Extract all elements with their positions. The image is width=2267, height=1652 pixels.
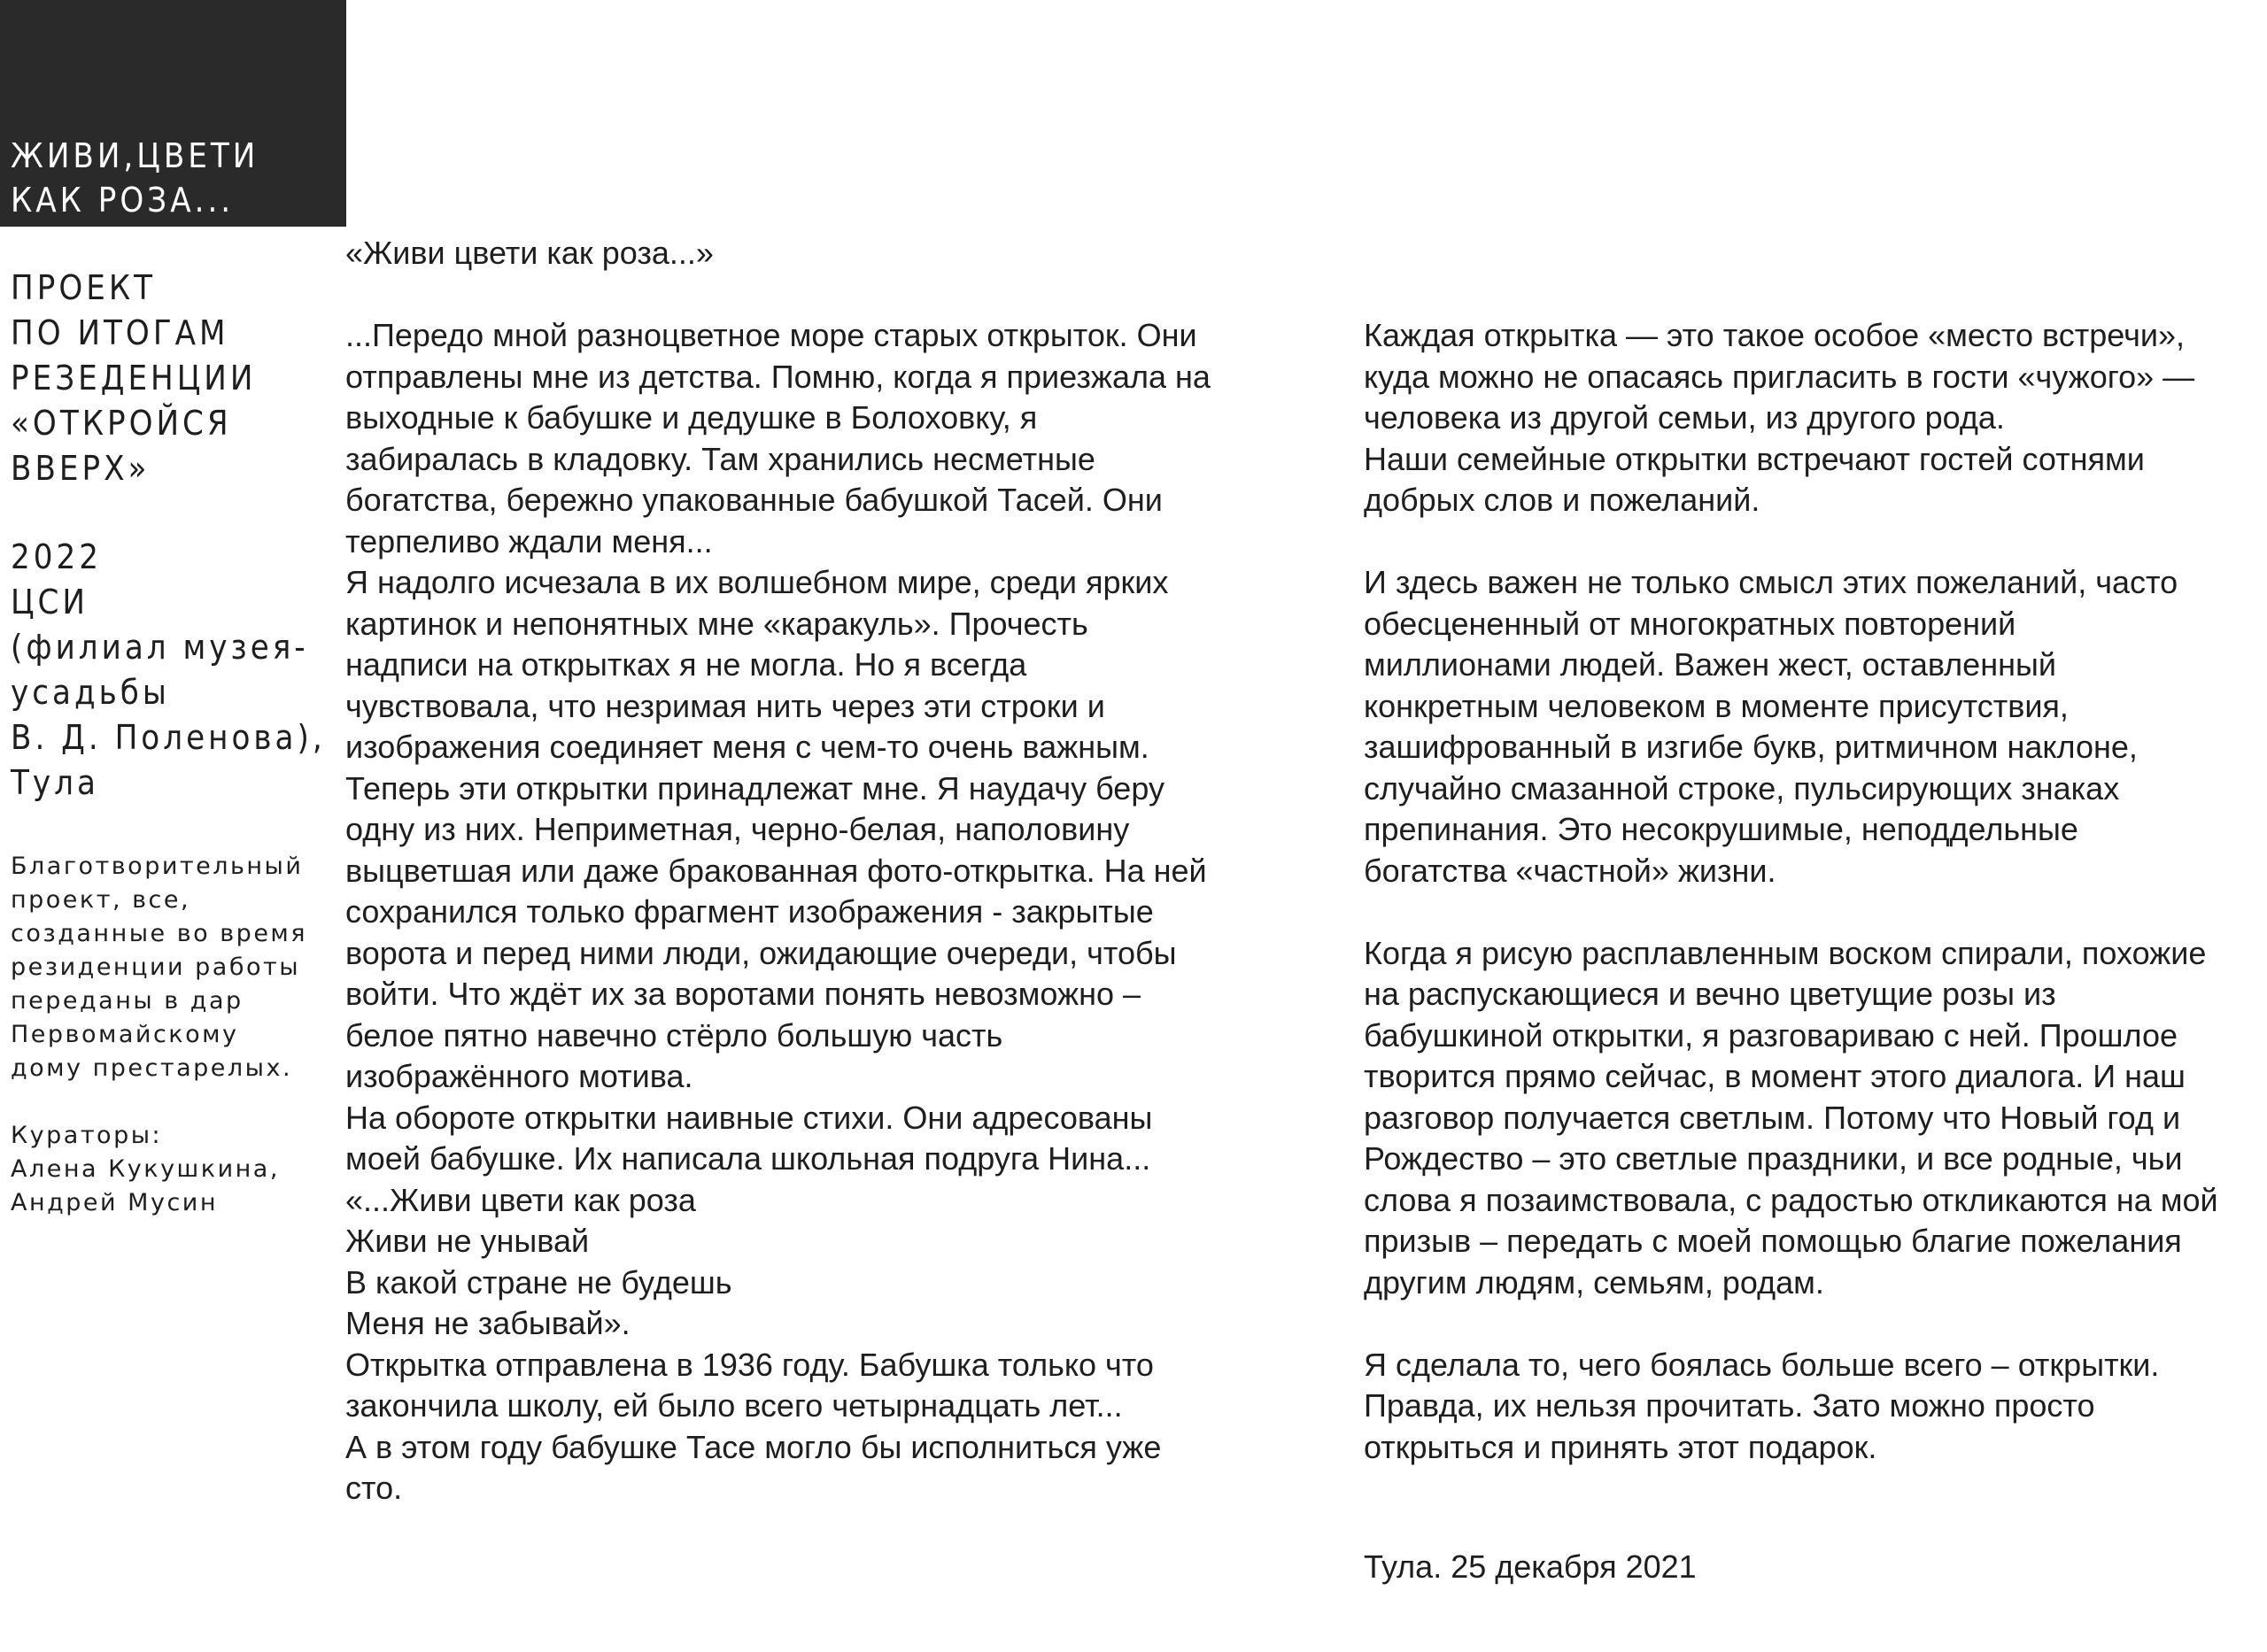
text-line: Рождество – это светлые праздники, и все родные, чьи [1364, 1140, 2183, 1177]
description-line: дому престарелых. [11, 1054, 293, 1082]
title-line: КАК РОЗА... [11, 181, 235, 220]
text-line: войти. Что ждёт их за воротами понять невозможно – [345, 976, 1141, 1012]
project-info-line: (филиал музея- [11, 628, 309, 667]
project-info-line: усадьбы [11, 673, 170, 712]
text-line: другим людям, семьям, родам. [1364, 1263, 1824, 1301]
text-line: призыв – передать с моей помощью благие пожелания [1364, 1223, 2182, 1259]
text-line: Я сделала то, чего боялась больше всего – открытки. [1364, 1346, 2160, 1383]
project-description [11, 850, 345, 1220]
place-date: Тула. 25 декабря 2021 [1364, 1548, 1697, 1585]
text-line: «Живи цвети как роза...» [345, 235, 714, 271]
description-line: Андрей Мусин [11, 1189, 218, 1216]
text-line: богатства «частной» жизни. [1364, 852, 1776, 889]
text-line: случайно смазанной строке, пульсирующих знаках [1364, 769, 2120, 807]
project-info [11, 266, 345, 806]
sidebar [11, 266, 345, 1220]
text-line: конкретным человеком в моменте присутствия, [1364, 687, 2069, 724]
text-line: куда можно не опасаясь пригласить в гости «чужого» — [1364, 358, 2195, 395]
text-line: закончила школу, ей было всего четырнадцать лет... [345, 1387, 1123, 1424]
project-info-line: РЕЗЕДЕНЦИИ [11, 359, 257, 398]
text-line: Я надолго исчезала в их волшебном мире, среди ярких [345, 564, 1169, 600]
text-line: На обороте открытки наивные стихи. Они адресованы [345, 1099, 1153, 1136]
text-line: Теперь эти открытки принадлежат мне. Я наудачу беру [345, 769, 1164, 807]
blank-line [11, 491, 345, 535]
text-line: И здесь важен не только смысл этих пожеланий, часто [1364, 564, 2178, 600]
description-line: Кураторы: [11, 1122, 163, 1149]
text-line: «...Живи цвети как роза [345, 1181, 696, 1218]
text-line: разговор получается светлым. Потому что Новый год и [1364, 1099, 2181, 1136]
text-line: Правда, их нельзя прочитать. Зато можно просто [1364, 1387, 2095, 1424]
essay-left-column [345, 233, 1346, 1509]
description-line: созданные во время [11, 920, 308, 947]
text-line: Открытка отправлена в 1936 году. Бабушка только что [345, 1346, 1154, 1383]
project-info-line: ЦСИ [11, 583, 89, 621]
text-line: препинания. Это несокрушимые, неподдельные [1364, 811, 2078, 847]
project-info-line: ВВЕРХ» [11, 449, 151, 488]
project-info-line: ПО ИТОГАМ [11, 313, 229, 352]
text-line: белое пятно навечно стёрло большую часть [345, 1016, 1003, 1054]
text-line: выходные к бабушке и дедушке в Болоховку, я [345, 399, 1038, 436]
blank-line [1364, 521, 2258, 563]
project-info-line: ПРОЕКТ [11, 268, 156, 307]
text-line: ...Передо мной разноцветное море старых открыток. Они [345, 317, 1197, 353]
text-line: творится прямо сейчас, в момент этого диалога. И наш [1364, 1058, 2186, 1094]
text-line: добрых слов и пожеланий. [1364, 482, 1760, 518]
blank-line [1364, 892, 2258, 933]
text-line: человека из другой семьи, из другого рода. [1364, 399, 2005, 436]
text-line: на распускающиеся и вечно цветущие розы из [1364, 976, 2056, 1012]
essay-right-column [1364, 315, 2258, 1468]
blank-line [11, 1085, 345, 1119]
text-line: слова я позаимствовала, с радостью откликаются на мой [1364, 1181, 2218, 1218]
project-info-line: «ОТКРОЙСЯ [11, 404, 232, 443]
text-line: сохранился только фрагмент изображения - закрытые [345, 893, 1154, 930]
text-line: А в этом году бабушке Тасе могло бы исполниться уже [345, 1428, 1162, 1465]
text-line: выцветшая или даже бракованная фото-открытка. На ней [345, 852, 1207, 889]
project-info-line: 2022 [11, 537, 102, 576]
text-line: Когда я рисую расплавленным воском спирали, похожие [1364, 934, 2207, 971]
text-line: богатства, бережно упакованные бабушкой Тасей. Они [345, 482, 1163, 518]
text-line: изображённого мотива. [345, 1058, 693, 1094]
text-line: Живи не унывай [345, 1223, 590, 1259]
text-line: открыться и принять этот подарок. [1364, 1428, 1877, 1465]
blank-line [345, 274, 1346, 316]
text-line: В какой стране не будешь [345, 1263, 732, 1301]
text-line: моей бабушке. Их написала школьная подруга Нина... [345, 1140, 1151, 1177]
text-line: отправлены мне из детства. Помню, когда я приезжала на [345, 358, 1211, 395]
project-info-line: Тула [11, 763, 99, 802]
text-line: Меня не забывай». [345, 1305, 631, 1341]
text-line: изображения соединяет меня с чем-то очень важным. [345, 729, 1149, 765]
text-line: Наши семейные открытки встречают гостей сотнями [1364, 440, 2145, 477]
description-line: Первомайскому [11, 1021, 239, 1048]
description-line: Алена Кукушкина, [11, 1155, 280, 1183]
text-line: надписи на открытках я не могла. Но я всегда [345, 646, 1027, 683]
text-line: зашифрованный в изгибе букв, ритмичном наклоне, [1364, 729, 2138, 765]
text-line: обесцененный от многократных повторений [1364, 605, 2016, 642]
description-line: резиденции работы [11, 953, 301, 981]
description-line: Благотворительный [11, 853, 304, 880]
title-line: ЖИВИ,ЦВЕТИ [11, 136, 259, 175]
text-line: сто. [345, 1470, 403, 1506]
text-line: одну из них. Неприметная, черно-белая, наполовину [345, 811, 1130, 847]
text-line: миллионами людей. Важен жест, оставленный [1364, 646, 2056, 683]
project-info-line: В. Д. Поленова), [11, 718, 326, 757]
text-line: чувствовала, что незримая нить через эти строки и [345, 687, 1105, 724]
text-line: Каждая открытка — это такое особое «место встречи», [1364, 317, 2185, 353]
text-line: терпеливо ждали меня... [345, 522, 713, 560]
description-line: переданы в дар [11, 987, 244, 1015]
text-line: ворота и перед ними люди, ожидающие очереди, чтобы [345, 934, 1177, 971]
blank-line [1364, 1303, 2258, 1345]
description-line: проект, все, [11, 886, 191, 914]
title-block [0, 0, 346, 227]
text-line: забиралась в кладовку. Там хранились несметные [345, 440, 1095, 477]
text-line: бабушкиной открытки, я разговариваю с ней. Прошлое [1364, 1016, 2178, 1054]
text-line: картинок и непонятных мне «каракуль». Прочесть [345, 605, 1088, 642]
